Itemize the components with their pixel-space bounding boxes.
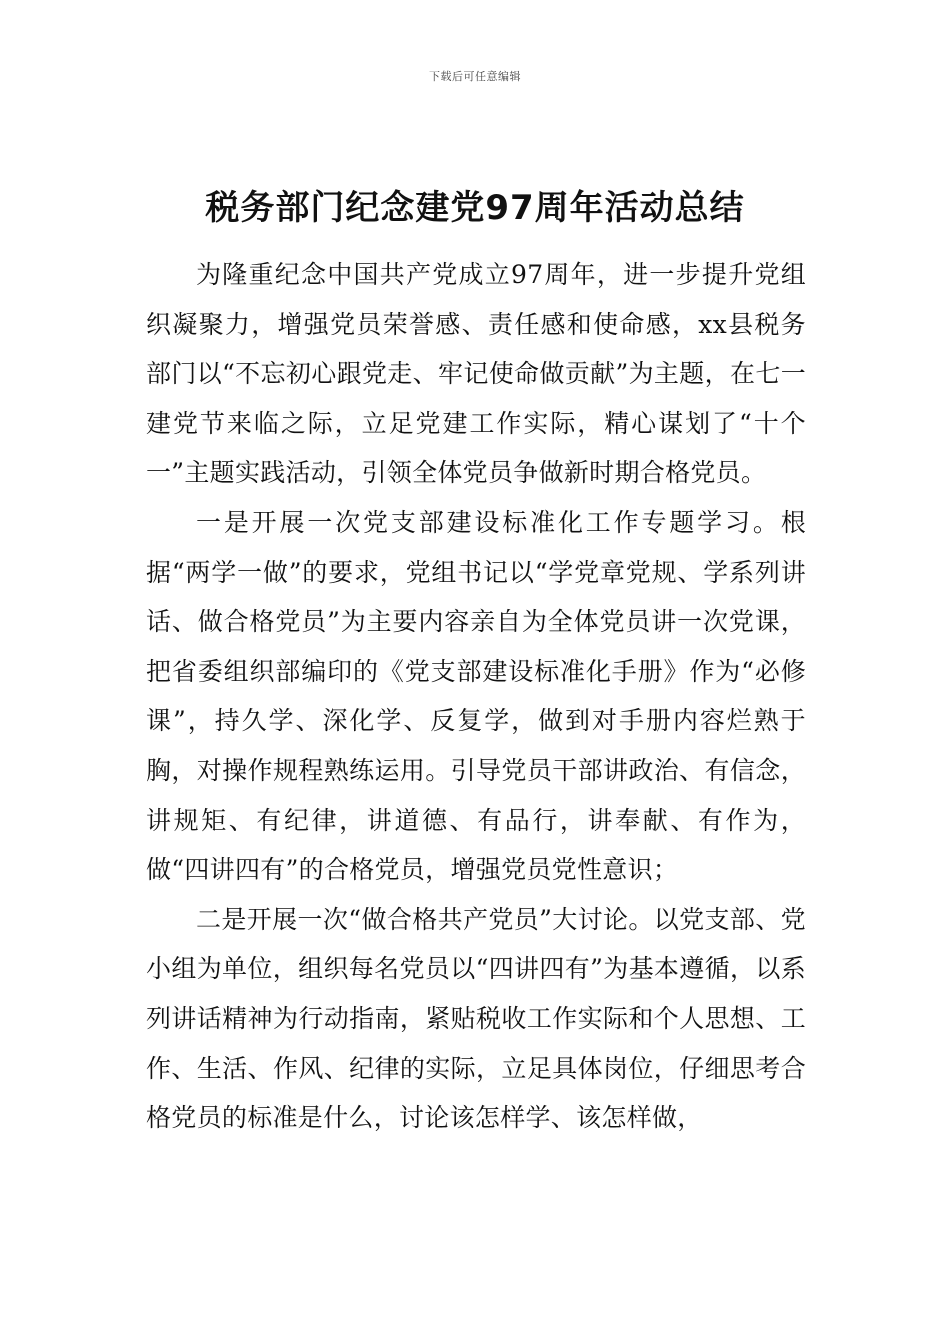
document-body bbox=[146, 250, 806, 1143]
header-note: 下载后可任意编辑 bbox=[429, 70, 521, 83]
paragraph-item-two: 二是开展一次“做合格共产党员”大讨论。以党支部、党小组为单位，组织每名党员以“四讲四有”为基本遵循，以系列讲话精神为行动指南，紧贴税收工作实际和个人思想、工作、生活、作风、纪律的实际，立足具体岗位，仔细思考合格党员的标准是什么，讨论该怎样学、该怎样做， bbox=[146, 904, 806, 1133]
document-title: 税务部门纪念建党97周年活动总结 bbox=[205, 188, 745, 228]
paragraph-intro: 为隆重纪念中国共产党成立97周年，进一步提升党组织凝聚力，增强党员荣誉感、责任感和使命感，xx县税务部门以“不忘初心跟党走、牢记使命做贡献”为主题，在七一建党节来临之际，立足党建工作实际，精心谋划了“十个一”主题实践活动，引领全体党员争做新时期合格党员。 bbox=[146, 260, 806, 488]
paragraph-item-one: 一是开展一次党支部建设标准化工作专题学习。根据“两学一做”的要求，党组书记以“学党章党规、学系列讲话、做合格党员”为主要内容亲自为全体党员讲一次党课，把省委组织部编印的《党支部建设标准化手册》作为“必修课”，持久学、深化学、反复学，做到对手册内容烂熟于胸，对操作规程熟练运用。引导党员干部讲政治、有信念，讲规矩、有纪律，讲道德、有品行，讲奉献、有作为，做“四讲四有”的合格党员，增强党员党性意识； bbox=[146, 507, 806, 885]
